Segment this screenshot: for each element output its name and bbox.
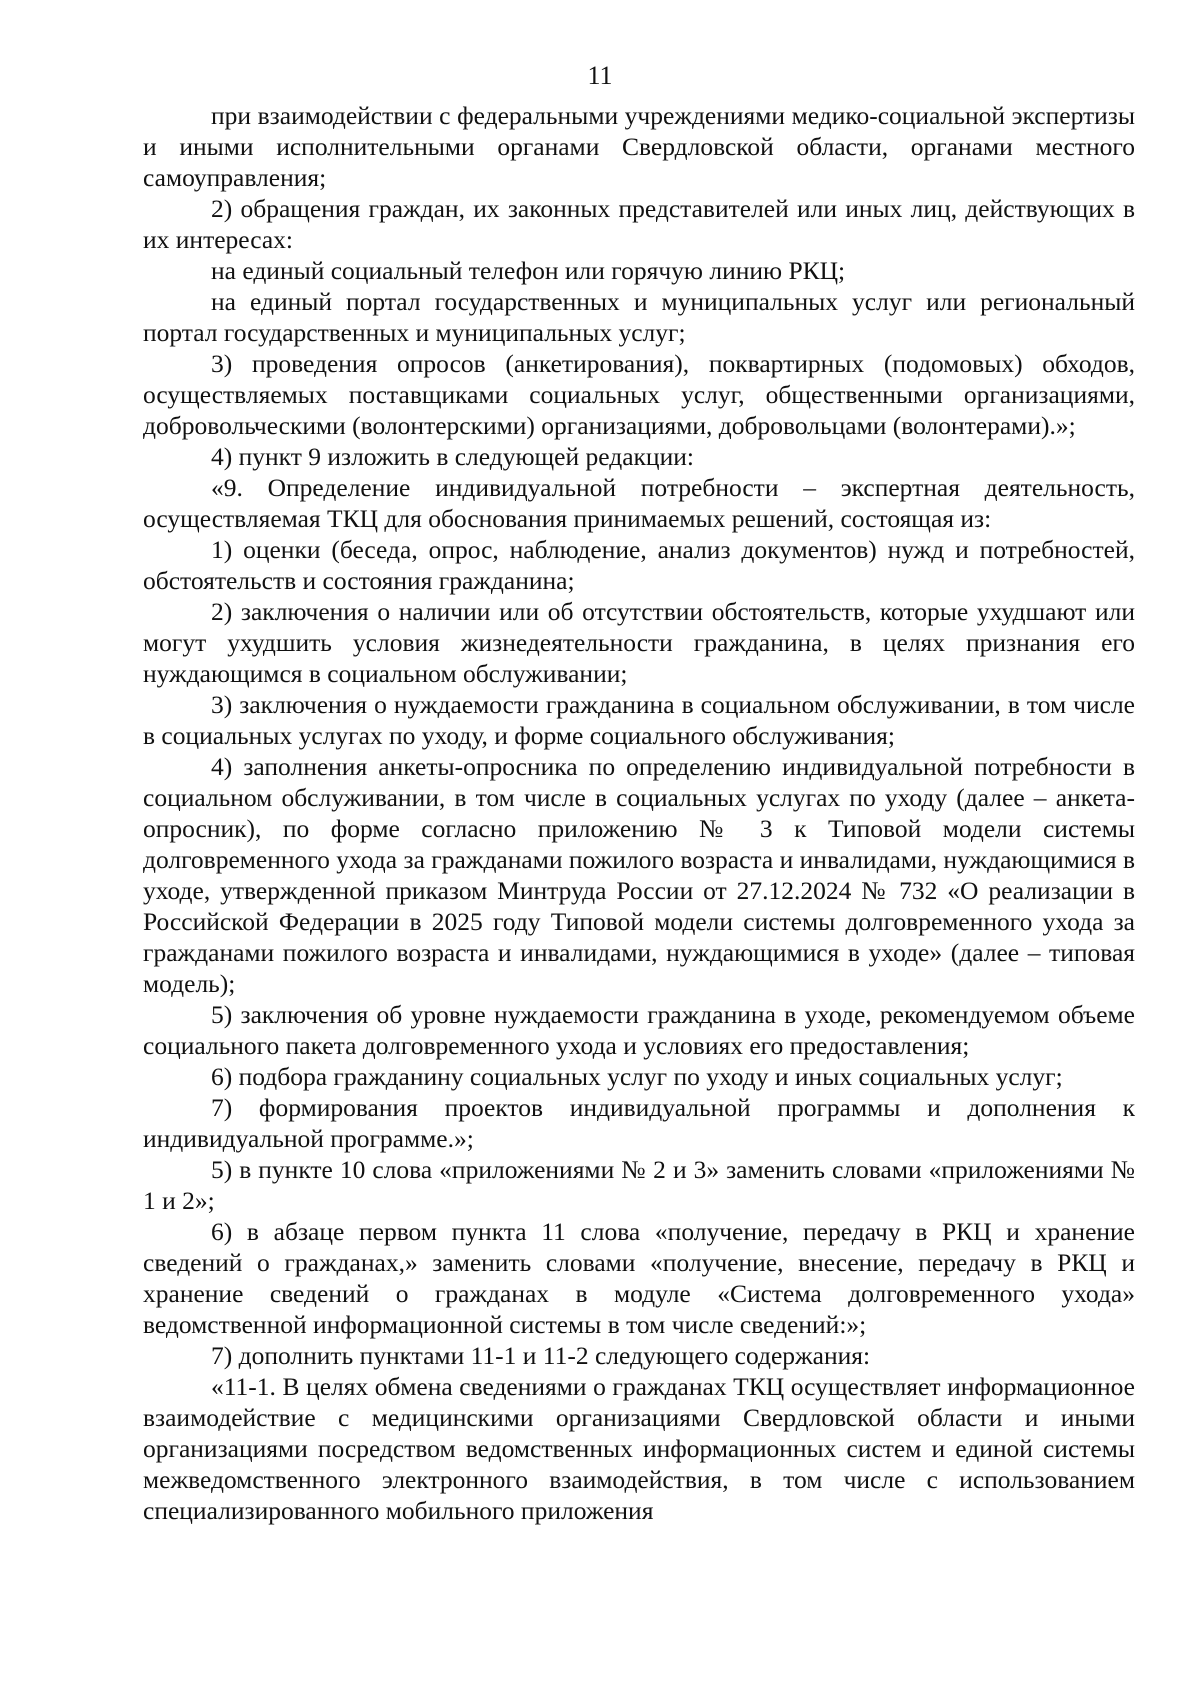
- paragraph: 2) заключения о наличии или об отсутствии обстоятельств, которые ухудшают или могут ухудшить условия жизнедеятельности гражданина, в целях признания его нуждающимся в социальном обслуживании;: [143, 597, 1135, 688]
- paragraph: 5) заключения об уровне нуждаемости гражданина в уходе, рекомендуемом объеме социального пакета долговременного ухода и условиях его предоставления;: [143, 1000, 1135, 1060]
- paragraph: 3) проведения опросов (анкетирования), поквартирных (подомовых) обходов, осуществляемых поставщиками социальных услуг, общественными организациями, добровольческими (волонтерскими) организациями, добровольцами (волонтерами).»;: [143, 349, 1135, 440]
- paragraph: на единый социальный телефон или горячую линию РКЦ;: [211, 256, 846, 285]
- paragraph: на единый портал государственных и муниципальных услуг или региональный портал государственных и муниципальных услуг;: [143, 287, 1135, 347]
- paragraph: 1) оценки (беседа, опрос, наблюдение, анализ документов) нужд и потребностей, обстоятельств и состояния гражданина;: [143, 535, 1135, 595]
- paragraph: 6) в абзаце первом пункта 11 слова «получение, передачу в РКЦ и хранение сведений о гражданах,» заменить словами «получение, внесение, передачу в РКЦ и хранение сведений о гражданах в модуле «Система долговременного ухода» ведомственной информационной системы в том числе сведений:»;: [143, 1217, 1135, 1339]
- paragraph: 2) обращения граждан, их законных представителей или иных лиц, действующих в их интересах:: [143, 194, 1135, 254]
- paragraph: 3) заключения о нуждаемости гражданина в социальном обслуживании, в том числе в социальных услугах по уходу, и форме социального обслуживания;: [143, 690, 1135, 750]
- paragraph: при взаимодействии с федеральными учреждениями медико-социальной экспертизы и иными исполнительными органами Свердловской области, органами местного самоуправления;: [143, 101, 1135, 192]
- paragraph: 7) формирования проектов индивидуальной программы и дополнения к индивидуальной программе.»;: [143, 1093, 1135, 1153]
- page-number: 11: [587, 61, 613, 90]
- paragraph: «9. Определение индивидуальной потребности – экспертная деятельность, осуществляемая ТКЦ для обоснования принимаемых решений, состоящая из:: [143, 473, 1135, 533]
- paragraph: «11-1. В целях обмена сведениями о гражданах ТКЦ осуществляет информационное взаимодействие с медицинскими организациями Свердловской области и иными организациями посредством ведомственных информационных систем и единой системы межведомственного электронного взаимодействия, в том числе с использованием специализированного мобильного приложения: [143, 1372, 1135, 1525]
- paragraph: 6) подбора гражданину социальных услуг по уходу и иных социальных услуг;: [211, 1062, 1063, 1091]
- paragraph: 7) дополнить пунктами 11-1 и 11-2 следующего содержания:: [211, 1341, 871, 1370]
- paragraph: 5) в пункте 10 слова «приложениями № 2 и 3» заменить словами «приложениями № 1 и 2»;: [143, 1155, 1135, 1215]
- document-body: [143, 100, 1135, 1526]
- paragraph: 4) пункт 9 изложить в следующей редакции:: [211, 442, 694, 471]
- paragraph: 4) заполнения анкеты-опросника по определению индивидуальной потребности в социальном обслуживании, в том числе в социальных услугах по уходу (далее – анкета-опросник), по форме согласно приложению № 3 к Типовой модели системы долговременного ухода за гражданами пожилого возраста и инвалидами, нуждающимися в уходе, утвержденной приказом Минтруда России от 27.12.2024 № 732 «О реализации в Российской Федерации в 2025 году Типовой модели системы долговременного ухода за гражданами пожилого возраста и инвалидами, нуждающимися в уходе» (далее – типовая модель);: [143, 752, 1135, 998]
